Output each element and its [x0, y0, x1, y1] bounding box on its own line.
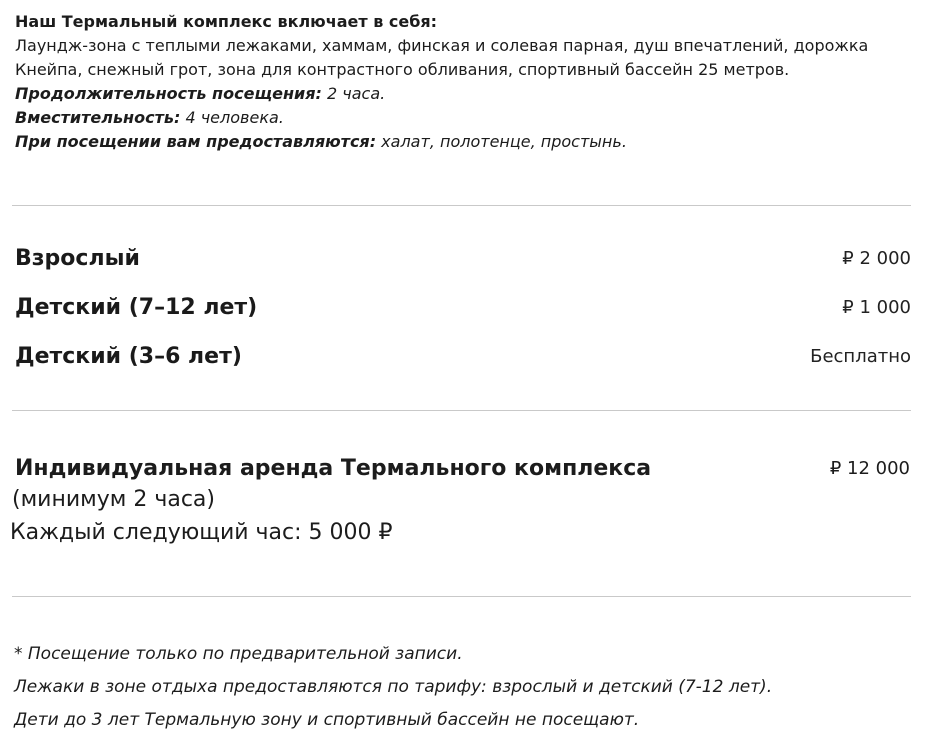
rent-title: Индивидуальная аренда Термального комплекса	[15, 455, 652, 481]
rent-section	[12, 452, 912, 550]
intro-section	[15, 10, 915, 154]
intro-description: Лаундж-зона с теплыми лежаками, хаммам, финская и солевая парная, душ впечатлений, дорожка Кнейпа, снежный грот, зона для контрастного обливания, спортивный бассейн 25 метров.	[15, 36, 869, 79]
price-value: ₽ 2 000	[842, 247, 911, 269]
divider	[12, 410, 911, 411]
note-item: Лежаки в зоне отдыха предоставляются по тарифу: взрослый и детский (7-12 лет).	[14, 677, 773, 697]
price-row-child-3-6	[15, 341, 911, 371]
price-label: Детский (3–6 лет)	[15, 343, 242, 369]
price-row-adult	[15, 243, 911, 273]
divider	[12, 205, 911, 206]
intro-heading: Наш Термальный комплекс включает в себя:	[15, 12, 438, 31]
duration-row	[15, 82, 915, 106]
notes-section	[14, 638, 772, 737]
price-value: ₽ 1 000	[842, 296, 911, 318]
note-item: * Посещение только по предварительной записи.	[14, 644, 463, 664]
note-item: Дети до 3 лет Термальную зону и спортивный бассейн не посещают.	[14, 710, 640, 730]
rent-next-hour: Каждый следующий час: 5 000 ₽	[10, 520, 393, 545]
duration-value: 2 часа.	[321, 84, 386, 103]
capacity-value: 4 человека.	[180, 108, 284, 127]
capacity-label: Вместительность:	[15, 108, 181, 127]
price-label: Детский (7–12 лет)	[15, 294, 258, 320]
divider	[12, 596, 911, 597]
price-label: Взрослый	[15, 245, 140, 271]
provided-row	[15, 130, 915, 154]
price-row-child-7-12	[15, 292, 911, 322]
provided-value: халат, полотенце, простынь.	[376, 132, 627, 151]
rent-minimum: (минимум 2 часа)	[12, 487, 215, 512]
provided-label: При посещении вам предоставляются:	[15, 132, 377, 151]
capacity-row	[15, 106, 915, 130]
rent-price: ₽ 12 000	[829, 457, 910, 479]
rent-header	[12, 452, 912, 484]
price-value: Бесплатно	[810, 345, 911, 367]
duration-label: Продолжительность посещения:	[15, 84, 322, 103]
